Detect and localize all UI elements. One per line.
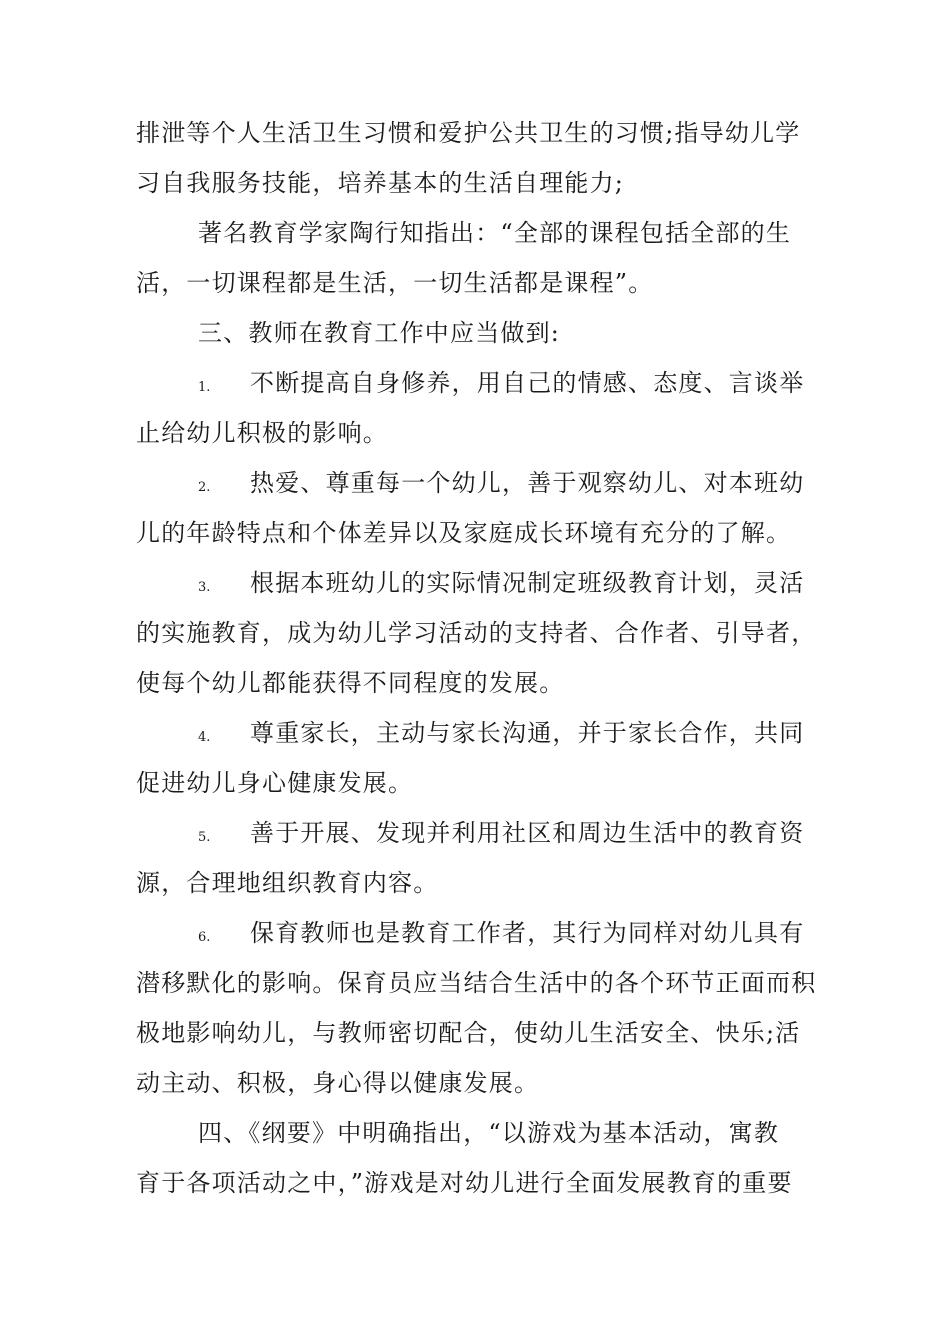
list-text: 热爱、尊重每一个幼儿，善于观察幼儿、对本班幼 [250, 469, 805, 497]
text-line: 极地影响幼儿，与教师密切配合，使幼儿生活安全、快乐;活 [136, 1019, 801, 1047]
section-heading: 四、《纲要》中明确指出，“以游戏为基本活动，寓教 [198, 1119, 780, 1147]
list-item-6 [198, 918, 804, 953]
list-number: 4. [198, 730, 211, 745]
list-item-5 [198, 818, 804, 853]
list-text: 保育教师也是教育工作者，其行为同样对幼儿具有 [250, 919, 805, 947]
list-number: 3. [198, 580, 211, 595]
text-line: 习自我服务技能，培养基本的生活自理能力; [136, 169, 625, 197]
list-text: 善于开展、发现并利用社区和周边生活中的教育资 [250, 819, 805, 847]
list-item-2 [198, 468, 804, 503]
list-text: 不断提高自身修养，用自己的情感、态度、言谈举 [250, 369, 805, 397]
list-item-3 [198, 568, 804, 603]
list-number: 6. [198, 930, 211, 945]
text-line: 使每个幼儿都能获得不同程度的发展。 [136, 669, 565, 697]
text-line: 著名教育学家陶行知指出：“全部的课程包括全部的生 [198, 219, 792, 247]
text-line: 促进幼儿身心健康发展。 [136, 769, 414, 797]
text-line: 动主动、积极，身心得以健康发展。 [136, 1069, 540, 1097]
list-text: 尊重家长，主动与家长沟通，并于家长合作，共同 [250, 719, 805, 747]
text-line: 儿的年龄特点和个体差异以及家庭成长环境有充分的了解。 [136, 519, 792, 547]
text-line: 活，一切课程都是生活，一切生活都是课程”。 [136, 269, 654, 297]
text-line: 止给幼儿积极的影响。 [136, 419, 388, 447]
text-line: 的实施教育，成为幼儿学习活动的支持者、合作者、引导者， [136, 619, 817, 647]
list-number: 5. [198, 830, 211, 845]
list-number: 1. [198, 380, 211, 395]
text-line: 潜移默化的影响。保育员应当结合生活中的各个环节正面而积 [136, 969, 817, 997]
list-item-4 [198, 718, 804, 753]
text-line: 源，合理地组织教育内容。 [136, 869, 439, 897]
text-line: 排泄等个人生活卫生习惯和爱护公共卫生的习惯;指导幼儿学 [136, 119, 801, 147]
text-line: 育于各项活动之中，”游戏是对幼儿进行全面发展教育的重要 [136, 1169, 793, 1197]
list-item-1 [198, 368, 804, 403]
list-text: 根据本班幼儿的实际情况制定班级教育计划，灵活 [250, 569, 805, 597]
section-heading: 三、教师在教育工作中应当做到: [198, 319, 561, 347]
list-number: 2. [198, 480, 211, 495]
